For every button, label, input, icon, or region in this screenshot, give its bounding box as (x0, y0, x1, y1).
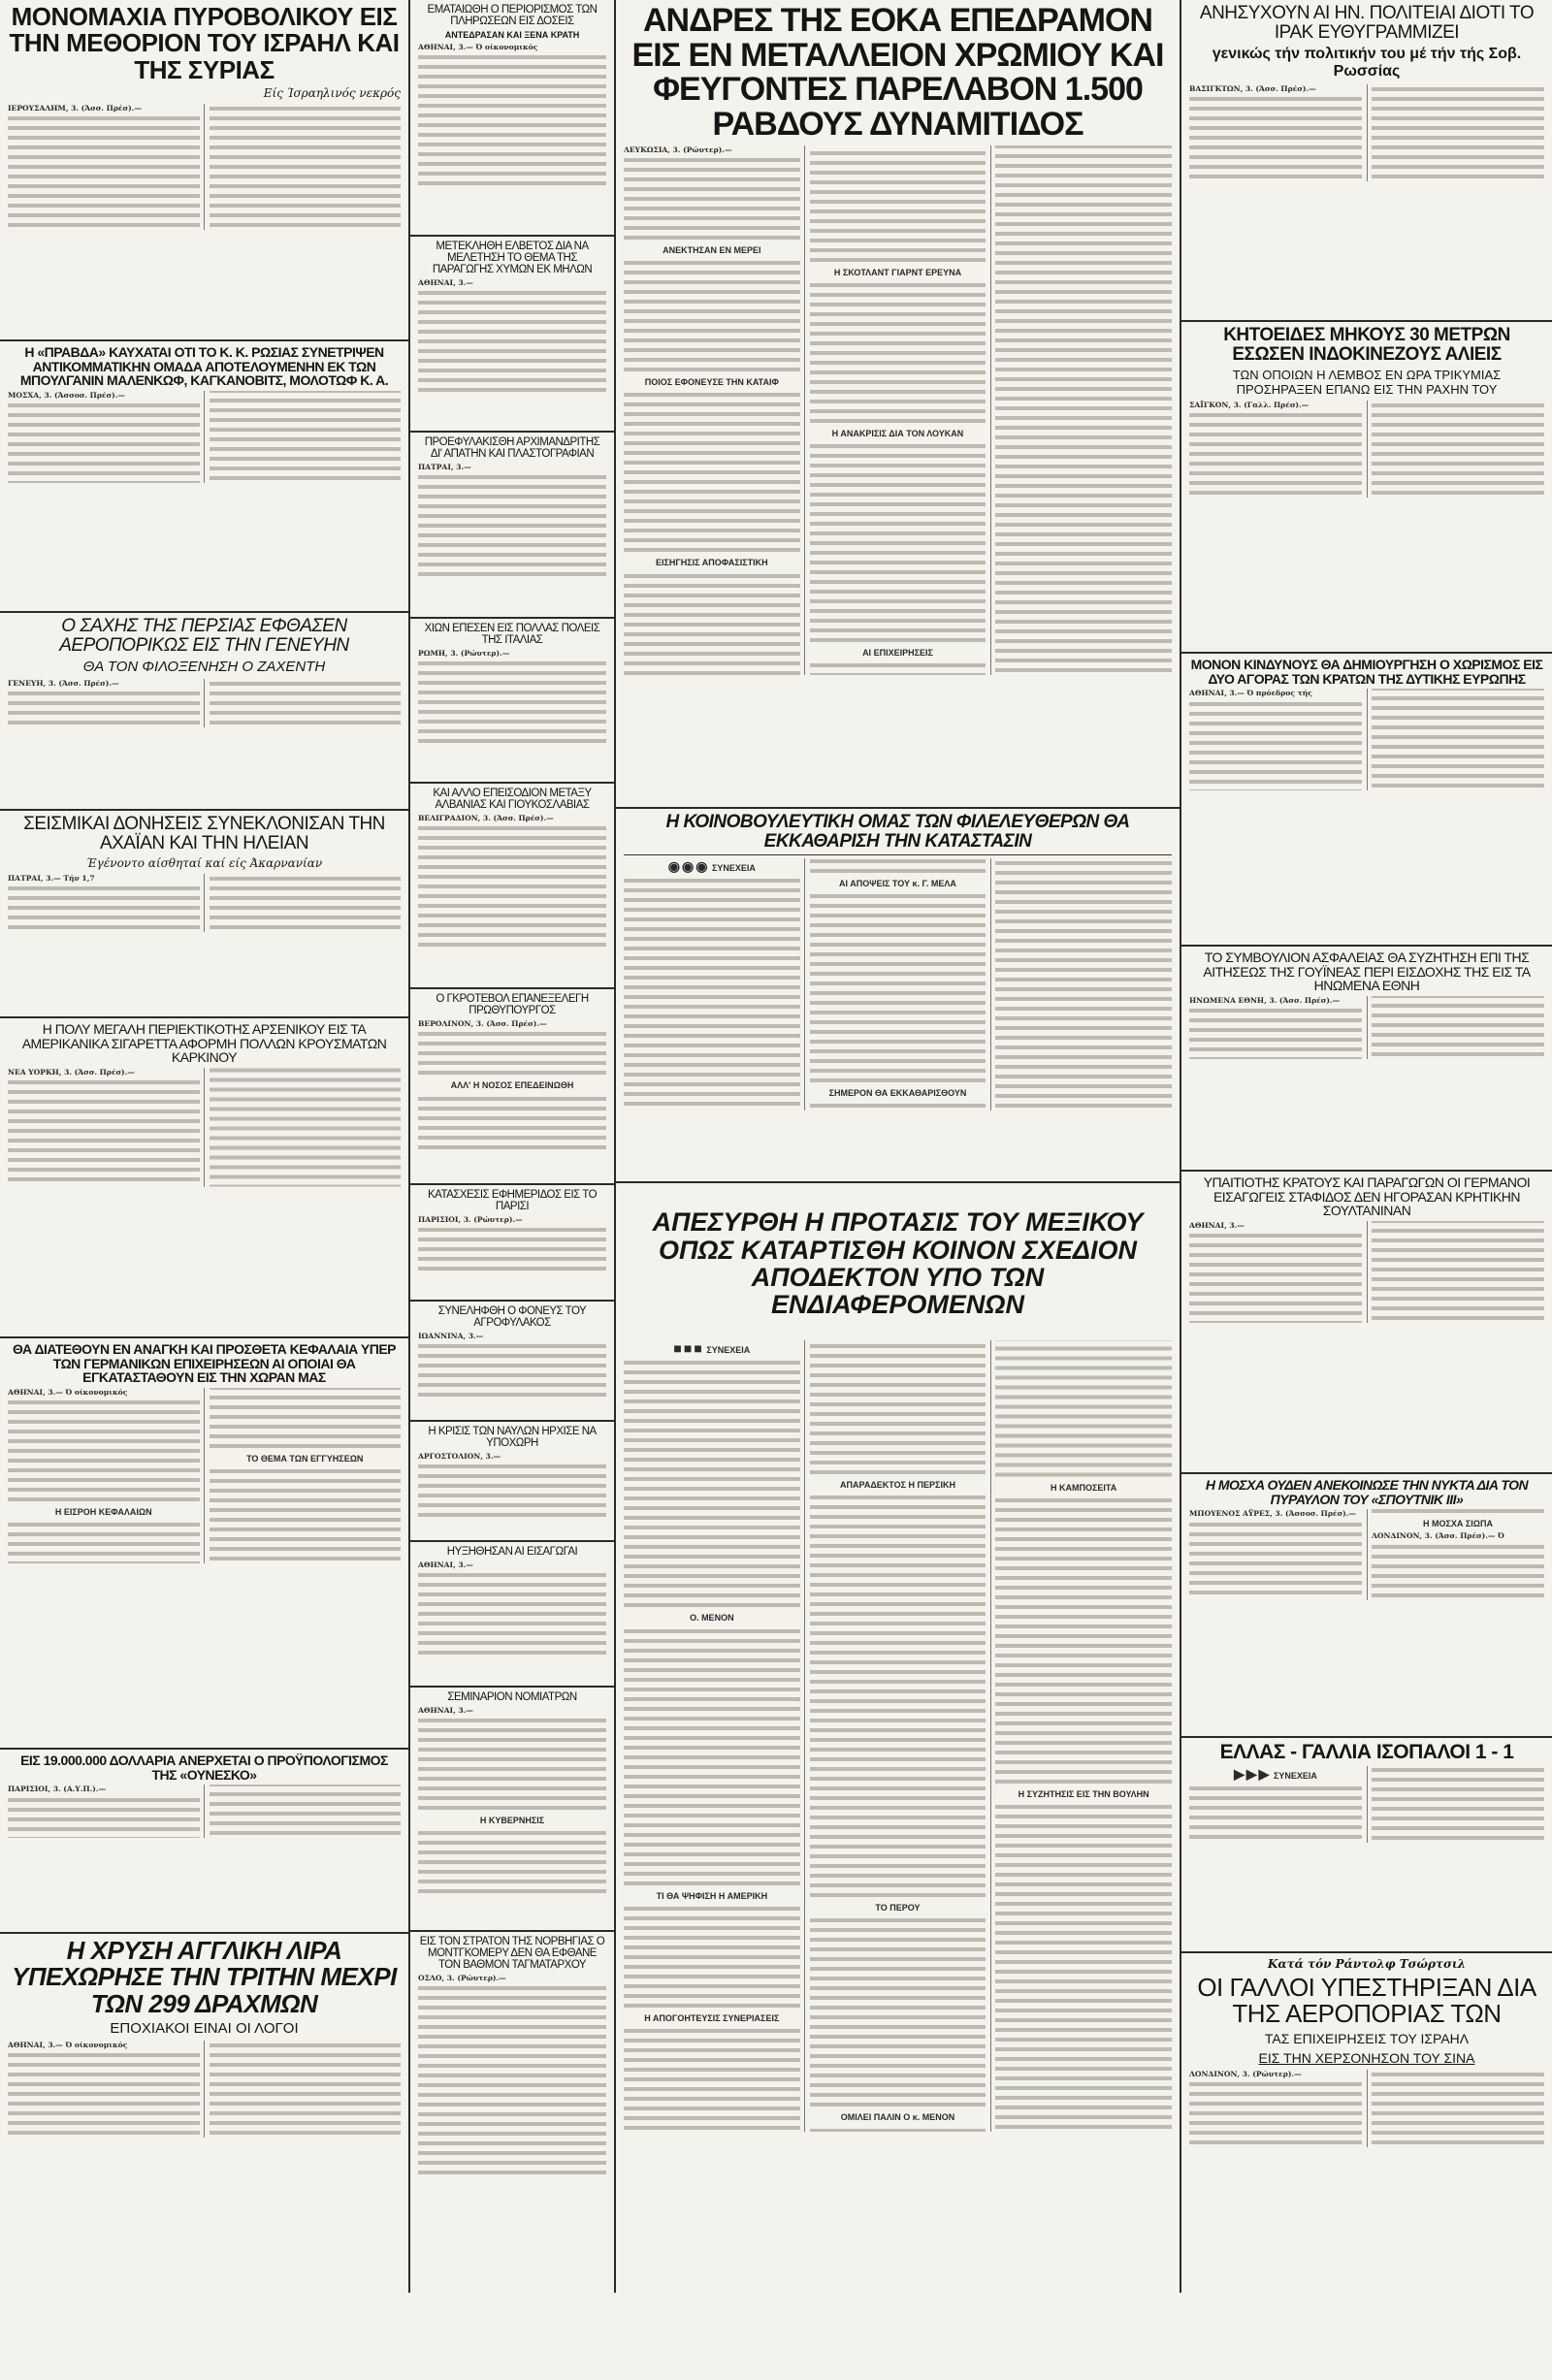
article-german-capital (0, 1338, 408, 1750)
body-text (418, 1716, 606, 1813)
article-football (1181, 1738, 1552, 1953)
article-body (1189, 1221, 1544, 1323)
headline: ΧΙΩΝ ΕΠΕΣΕΝ ΕΙΣ ΠΟΛΛΑΣ ΠΟΛΕΙΣ ΤΗΣ ΙΤΑΛΙΑΣ (424, 623, 600, 647)
headline: Η ΚΡΙΣΙΣ ΤΩΝ ΝΑΥΛΩΝ ΗΡΧΙΣΕ ΝΑ ΥΠΟΧΩΡΗ (428, 1426, 597, 1450)
subheading: ΑΙ ΑΠΟΨΕΙΣ ΤΟΥ κ. Γ. ΜΕΛΑ (839, 878, 956, 888)
body-text (1189, 1221, 1544, 1323)
dateline: ΜΟΣΧΑ, 3. (Άσσοσ. Πρέσ).— (8, 391, 125, 401)
body-text (1189, 401, 1544, 498)
article-body (418, 1019, 606, 1151)
subheading: Η ΣΚΟΤΛΑΝΤ ΓΙΑΡΝΤ ΕΡΕΥΝΑ (833, 267, 962, 277)
dateline: ΠΑΤΡΑΙ, 3.— Τήν 1,7 (8, 873, 95, 883)
article-shah-geneva (0, 613, 408, 811)
body-text (995, 1802, 1172, 2132)
dateline: ΑΘΗΝΑΙ, 3.— (418, 278, 473, 288)
headline: Ο ΓΚΡΟΤΕΒΟΛ ΕΠΑΝΕΞΕΛΕΓΗ ΠΡΩΘΥΠΟΥΡΓΟΣ (436, 993, 589, 1017)
body-text (418, 1094, 606, 1152)
subheading: ΠΟΙΟΣ ΕΦΟΝΕΥΣΕ ΤΗΝ ΚΑΤΑΙΦ (644, 377, 779, 388)
article-body (1189, 84, 1544, 181)
body-text (8, 2041, 401, 2138)
subheading: Η ΑΝΑΚΡΙΣΙΣ ΔΙΑ ΤΟΝ ΛΟΥΚΑΝ (831, 428, 964, 438)
body-text (810, 280, 986, 426)
headline: ΣΕΜΙΝΑΡΙΟΝ ΝΟΜΙΑΤΡΩΝ (447, 1691, 577, 1703)
article-body (8, 2041, 401, 2138)
headline: ΕΛΛΑΣ - ΓΑΛΛΙΑ ΙΣΟΠΑΛΟΙ 1 - 1 (1219, 1741, 1514, 1763)
subheading: ΑΛΛ' Η ΝΟΣΟΣ ΕΠΕΔΕΙΝΩΘΗ (450, 1080, 574, 1091)
body-text (810, 891, 986, 1085)
article-two-markets (1181, 654, 1552, 947)
body-text (624, 155, 800, 242)
body-text (810, 1493, 986, 1900)
subheading: Η ΚΥΒΕΡΝΗΣΙΣ (479, 1816, 545, 1826)
headline: Η ΜΟΣΧΑ ΟΥΔΕΝ ΑΝΕΚΟΙΝΩΣΕ ΤΗΝ ΝΥΚΤΑ ΔΙΑ ΤΟΝ ΠΥΡΑΥΛΟΝ ΤΟΥ «ΣΠΟΥΤΝΙΚ ΙΙΙ» (1205, 1477, 1529, 1507)
column-2 (410, 0, 614, 2293)
article-eoka-lead (616, 0, 1180, 809)
dateline: ΒΑΣΙΓΚΤΩΝ, 3. (Άσσ. Πρέσ).— (1189, 83, 1316, 93)
body-text (1372, 1542, 1544, 1600)
subheading: Η ΜΟΣΧΑ ΣΙΩΠΑ (1422, 1519, 1494, 1529)
dateline: ΟΣΛΟ, 3. (Ρώυτερ).— (418, 1974, 506, 1983)
body-text (624, 258, 800, 374)
body-text (418, 1462, 606, 1520)
article-body (624, 1340, 1172, 2132)
subheading: Ο. ΜΕΝΟΝ (690, 1613, 734, 1624)
article-body (8, 1068, 401, 1187)
article-guinea-un (1181, 947, 1552, 1172)
headline: ΣΕΙΣΜΙΚΑΙ ΔΟΝΗΣΕΙΣ ΣΥΝΕΚΛΟΝΙΣΑΝ ΤΗΝ ΑΧΑΪΑΝ ΚΑΙ ΤΗΝ ΗΛΕΙΑΝ (23, 814, 385, 853)
deck: ΕΠΟΧΙΑΚΟΙ ΕΙΝΑΙ ΟΙ ΛΟΓΟΙ (110, 2019, 299, 2037)
headline: ΜΟΝΟΜΑΧΙΑ ΠΥΡΟΒΟΛΙΚΟΥ ΕΙΣ ΤΗΝ ΜΕΘΟΡΙΟΝ ΤΟΥ ΙΣΡΑΗΛ ΚΑΙ ΤΗΣ ΣΥΡΙΑΣ (9, 2, 400, 84)
body-text (624, 1358, 800, 1610)
body-text (418, 1828, 606, 1896)
headline: ΑΠΕΣΥΡΘΗ Η ΠΡΟΤΑΣΙΣ ΤΟΥ ΜΕΞΙΚΟΥ ΟΠΩΣ ΚΑΤΑΡΤΙΣΘΗ ΚΟΙΝΟΝ ΣΧΕΔΙΟΝ ΑΠΟΔΕΚΤΟΝ ΥΠΟ ΤΩΝ ΕΝΔΙΑΦΕΡΟΜΕΝΩΝ (652, 1207, 1144, 1320)
article-body (418, 1706, 606, 1896)
article-albania-yugoslavia (410, 784, 614, 989)
subheading: ΤΙ ΘΑ ΨΗΦΙΣΗ Η ΑΜΕΡΙΚΗ (656, 1890, 768, 1901)
kicker: Έγένοντο αίσθηταί καί είς Άκαρνανίαν (85, 855, 323, 870)
article-gold-sovereign (0, 1934, 408, 2332)
deck: γενικώς τήν πολιτικήν του μέ τήν τής Σοβ. Ρωσσίας (1212, 45, 1522, 80)
article-body (418, 1452, 606, 1520)
subheading: ΤΟ ΠΕΡΟΥ (875, 1903, 921, 1914)
subheading: ΕΙΣΗΓΗΣΙΣ ΑΠΟΦΑΣΙΣΤΙΚΗ (655, 558, 768, 568)
dateline: ΒΕΛΙΓΡΑΔΙΟΝ, 3. (Άσσ. Πρέσ).— (418, 814, 554, 823)
body-text (8, 1398, 200, 1504)
subheading: Η ΑΠΟΓΟΗΤΕΥΣΙΣ ΣΥΝΕΡΙΑΣΕΙΣ (644, 2012, 780, 2023)
dateline: ΑΘΗΝΑΙ, 3.— (418, 1706, 473, 1716)
dateline: ΠΑΡΙΣΙΟΙ, 3. (Α.Υ.Π.).— (8, 1785, 107, 1794)
article-body (8, 104, 401, 230)
continued-text: ΣΥΝΕΧΕΙΑ (711, 862, 756, 873)
article-body (418, 1215, 606, 1273)
subheading: ΑΙ ΕΠΙΧΕΙΡΗΣΕΙΣ (862, 648, 933, 659)
subheading: ΑΝΕΚΤΗΣΑΝ ΕΝ ΜΕΡΕΙ (663, 244, 761, 255)
dateline: ΝΕΑ ΥΟΡΚΗ, 3. (Άσσ. Πρέσ).— (8, 1068, 135, 1077)
deck: ΘΑ ΤΟΝ ΦΙΛΟΞΕΝΗΣΗ Ο ΖΑΧΕΝΤΗ (82, 658, 326, 675)
article-artillery-duel (0, 0, 408, 341)
headline: ΕΜΑΤΑΙΩΘΗ Ο ΠΕΡΙΟΡΙΣΜΟΣ ΤΩΝ ΠΛΗΡΩΣΕΩΝ ΕΙΣ ΔΟΣΕΙΣ (427, 4, 598, 28)
body-text (210, 1466, 402, 1563)
body-text (995, 1496, 1172, 1786)
column-4 (1181, 0, 1552, 2293)
body-text (1189, 84, 1544, 181)
dateline: ΠΑΡΙΣΙΟΙ, 3. (Ρώυτερ).— (418, 1215, 523, 1225)
headline: Η ΠΟΛΥ ΜΕΓΑΛΗ ΠΕΡΙΕΚΤΙΚΟΤΗΣ ΑΡΣΕΝΙΚΟΥ ΕΙΣ ΤΑ ΑΜΕΡΙΚΑΝΙΚΑ ΣΙΓΑΡΕΤΤΑ ΑΦΟΡΜΗ ΠΟΛΛΩΝ ΚΡΟΥΣΜΑΤΩΝ ΚΑΡΚΙΝΟΥ (21, 1021, 387, 1066)
body-text (418, 823, 606, 949)
dateline: ΛΟΝΔΙΝΟΝ, 3. (Ρώυτερ).— (1189, 2069, 1302, 2078)
body-text (418, 1225, 606, 1273)
headline: ΚΑΤΑΣΧΕΣΙΣ ΕΦΗΜΕΡΙΔΟΣ ΕΙΣ ΤΟ ΠΑΡΙΣΙ (427, 1189, 598, 1213)
article-body (418, 463, 606, 579)
article-archimandrite (410, 433, 614, 619)
article-body (1189, 1766, 1544, 1843)
subheading: ΣΗΜΕΡΟΝ ΘΑ ΕΚΚΑΘΑΡΙΣΘΟΥΝ (828, 1088, 967, 1099)
dateline: ΑΘΗΝΑΙ, 3.— Ό οίκονομικός (8, 1388, 128, 1398)
continued-label (624, 1340, 800, 1357)
article-body (624, 858, 1172, 1110)
article-body (8, 1785, 401, 1838)
deck: ΤΑΣ ΕΠΙΧΕΙΡΗΣΕΙΣ ΤΟΥ ΙΣΡΑΗΛ (1264, 2030, 1470, 2046)
dateline: ΛΟΝΔΙΝΟΝ, 3. (Άσσ. Πρέσ).— Ό (1372, 1531, 1504, 1541)
article-body (418, 43, 606, 188)
dateline: ΡΩΜΗ, 3. (Ρώυτερ).— (418, 649, 510, 659)
body-text (8, 1068, 401, 1187)
article-liberals-banner (616, 809, 1180, 1183)
article-body (418, 649, 606, 746)
headline: ΥΠΑΙΤΙΟΤΗΣ ΚΡΑΤΟΥΣ ΚΑΙ ΠΑΡΑΓΩΓΩΝ ΟΙ ΓΕΡΜΑΝΟΙ ΕΙΣΑΓΩΓΕΙΣ ΣΤΑΦΙΔΟΣ ΔΕΝ ΗΓΟΡΑΣΑΝ ΚΡΗΤΙΚΗΝ ΣΟΥΛΤΑΝΙΝΑΝ (1203, 1174, 1531, 1219)
headline: ΕΙΣ ΤΟΝ ΣΤΡΑΤΟΝ ΤΗΣ ΝΟΡΒΗΓΙΑΣ Ο ΜΟΝΤΓΚΟΜΕΡΥ ΔΕΝ ΘΑ ΕΦΘΑΝΕ ΤΟΝ ΒΑΘΜΟΝ ΤΑΓΜΑΤΑΡΧΟΥ (419, 1936, 605, 1972)
deck: ΑΝΤΕΔΡΑΣΑΝ ΚΑΙ ΞΕΝΑ ΚΡΑΤΗ (444, 30, 580, 41)
body-text (418, 52, 606, 188)
article-whale (1181, 322, 1552, 654)
dateline: ΜΠΟΥΕΝΟΣ ΑΫΡΕΣ, 3. (Άσσοσ. Πρέσ).— (1189, 1509, 1356, 1519)
continued-label (624, 857, 800, 874)
dateline: ΓΕΝΕΥΗ, 3. (Άσσ. Πρέσ).— (8, 678, 119, 688)
article-body (8, 1388, 401, 1563)
headline: ΑΝΗΣΥΧΟΥΝ ΑΙ ΗΝ. ΠΟΛΙΤΕΙΑΙ ΔΙΟΤΙ ΤΟ ΙΡΑΚ ΕΥΘΥΓΡΑΜΜΙΖΕΙ (1199, 3, 1535, 43)
body-text (1189, 2070, 1544, 2147)
ornament-icon: ■■■ (673, 1340, 704, 1357)
article-body (418, 278, 606, 395)
article-body (418, 814, 606, 949)
article-body (418, 1332, 606, 1399)
ornament-icon: ◉◉◉ (667, 857, 710, 874)
subheading: ΟΜΙΛΕΙ ΠΑΛΙΝ Ο κ. ΜΕΝΟΝ (840, 2112, 955, 2123)
article-earthquake (0, 811, 408, 1018)
dateline: ΑΘΗΝΑΙ, 3.— (1189, 1221, 1245, 1231)
body-text (418, 472, 606, 579)
dateline: ΒΕΡΟΛΙΝΟΝ, 3. (Άσσ. Πρέσ).— (418, 1019, 547, 1029)
headline: ΘΑ ΔΙΑΤΕΘΟΥΝ ΕΝ ΑΝΑΓΚΗ ΚΑΙ ΠΡΟΣΘΕΤΑ ΚΕΦΑΛΑΙΑ ΥΠΕΡ ΤΩΝ ΓΕΡΜΑΝΙΚΩΝ ΕΠΙΧΕΙΡΗΣΕΩΝ ΑΙ ΟΠΟΙΑΙ ΘΑ ΕΓΚΑΤΑΣΤΑΘΟΥΝ ΕΙΣ ΤΗΝ ΧΩΡΑΝ ΜΑΣ (12, 1341, 397, 1386)
headline: ΜΕΤΕΚΛΗΘΗ ΕΛΒΕΤΟΣ ΔΙΑ ΝΑ ΜΕΛΕΤΗΣΗ ΤΟ ΘΕΜΑ ΤΗΣ ΠΑΡΑΓΩΓΗΣ ΧΥΜΩΝ ΕΚ ΜΗΛΩΝ (432, 241, 593, 276)
subheading: ΤΟ ΘΕΜΑ ΤΩΝ ΕΓΓΥΗΣΕΩΝ (246, 1454, 364, 1464)
article-grotewohl (410, 989, 614, 1185)
byline: Κατά τόν Ράντολφ Τσώρτσιλ (1267, 1957, 1467, 1971)
headline: Η «ΠΡΑΒΔΑ» ΚΑΥΧΑΤΑΙ ΟΤΙ ΤΟ Κ. Κ. ΡΩΣΙΑΣ ΣΥΝΕΤΡΙΨΕΝ ΑΝΤΙΚΟΜΜΑΤΙΚΗΝ ΟΜΑΔΑ ΑΠΟΤΕΛΟΥΜΕΝΗΝ ΕΚ ΤΩΝ ΜΠΟΥΛΓΑΝΙΝ ΜΑΛΕΝΚΩΦ, ΚΑΓΚΑΝΟΒΙΤΣ, ΜΟΛΟΤΩΦ Κ. Α. (19, 344, 389, 389)
body-text (8, 104, 401, 230)
article-sputnik (1181, 1474, 1552, 1738)
headline: ΟΙ ΓΑΛΛΟΙ ΥΠΕΣΤΗΡΙΞΑΝ ΔΙΑ ΤΗΣ ΑΕΡΟΠΟΡΙΑΣ ΤΩΝ (1197, 1973, 1536, 2029)
article-unesco (0, 1750, 408, 1934)
body-text (624, 1904, 800, 2010)
article-iraq (1181, 0, 1552, 322)
article-freight-crisis (410, 1422, 614, 1542)
dateline: ΗΝΩΜΕΝΑ ΕΘΝΗ, 3. (Άσσ. Πρέσ).— (1189, 996, 1341, 1006)
dateline: ΙΩΑΝΝΙΝΑ, 3.— (418, 1332, 484, 1341)
headline: ΚΗΤΟΕΙΔΕΣ ΜΗΚΟΥΣ 30 ΜΕΤΡΩΝ ΕΣΩΣΕΝ ΙΝΔΟΚΙΝΕΖΟΥΣ ΑΛΙΕΙΣ (1223, 325, 1510, 365)
article-body (8, 391, 401, 483)
body-text (624, 1626, 800, 1888)
article-body (1189, 996, 1544, 1059)
article-body (1189, 401, 1544, 498)
deck: ΕΙΣ ΤΗΝ ΧΕΡΣΟΝΗΣΟΝ ΤΟΥ ΣΙΝΑ (1258, 2049, 1475, 2066)
dateline: ΣΑΪΓΚΟΝ, 3. (Γαλλ. Πρέσ).— (1189, 400, 1310, 409)
headline: Η ΚΟΙΝΟΒΟΥΛΕΥΤΙΚΗ ΟΜΑΣ ΤΩΝ ΦΙΛΕΛΕΥΘΕΡΩΝ ΘΑ ΕΚΚΑΘΑΡΙΣΗ ΤΗΝ ΚΑΤΑΣΤΑΣΙΝ (624, 813, 1172, 855)
column-3 (616, 0, 1180, 2293)
continued-text: ΣΥΝΕΧΕΙΑ (706, 1345, 751, 1356)
dateline: ΑΡΓΟΣΤΟΛΙΟΝ, 3.— (418, 1452, 501, 1462)
body-text (1189, 996, 1544, 1059)
headline: Η ΧΡΥΣΗ ΑΓΓΛΙΚΗ ΛΙΡΑ ΥΠΕΧΩΡΗΣΕ ΤΗΝ ΤΡΙΤΗΝ ΜΕΧΡΙ ΤΩΝ 299 ΔΡΑΧΜΩΝ (12, 1936, 397, 2018)
subheading: Η ΕΙΣΡΟΗ ΚΕΦΑΛΑΙΩΝ (54, 1507, 152, 1518)
subheading: Η ΣΥΖΗΤΗΣΙΣ ΕΙΣ ΤΗΝ ΒΟΥΛΗΝ (1018, 1788, 1149, 1799)
article-body (418, 1560, 606, 1657)
headline: ΗΥΞΗΘΗΣΑΝ ΑΙ ΕΙΣΑΓΩΓΑΙ (446, 1546, 578, 1558)
column-1 (0, 0, 408, 2293)
article-arsenic (0, 1018, 408, 1338)
headline: ΚΑΙ ΑΛΛΟ ΕΠΕΙΣΟΔΙΟΝ ΜΕΤΑΞΥ ΑΛΒΑΝΙΑΣ ΚΑΙ ΓΙΟΥΚΟΣΛΑΒΙΑΣ (433, 788, 592, 812)
body-text (418, 1983, 606, 2177)
body-text (1189, 689, 1544, 790)
deck: ΤΩΝ ΟΠΟΙΩΝ Η ΛΕΜΒΟΣ ΕΝ ΩΡΑ ΤΡΙΚΥΜΙΑΣ ΠΡΟΣΗΡΑΞΕΝ ΕΠΑΝΩ ΕΙΣ ΤΗΝ ΡΑΧΗΝ ΤΟΥ (1232, 367, 1502, 397)
article-body (1189, 689, 1544, 790)
article-murderer-arrested (410, 1302, 614, 1422)
headline: ΤΟ ΣΥΜΒΟΥΛΙΟΝ ΑΣΦΑΛΕΙΑΣ ΘΑ ΣΥΖΗΤΗΣΗ ΕΠΙ ΤΗΣ ΑΙΤΗΣΕΩΣ ΤΗΣ ΓΟΥΪΝΕΑΣ ΠΕΡΙ ΕΙΣΔΟΧΗΣ ΤΗΣ ΕΙΣ ΤΑ ΗΝΩΜΕΝΑ ΕΘΝΗ (1203, 949, 1531, 994)
body-text (418, 1029, 606, 1077)
dateline: ΙΕΡΟΥΣΑΛΗΜ, 3. (Άσσ. Πρέσ).— (8, 103, 142, 113)
body-text (810, 1915, 986, 2109)
subheading: Η ΚΑΜΠΟΣΕΙΤΑ (1051, 1482, 1117, 1493)
dateline: ΠΑΤΡΑΙ, 3.— (418, 463, 471, 472)
article-montgomery (410, 1932, 614, 2233)
body-text (810, 441, 986, 645)
headline: Ο ΣΑΧΗΣ ΤΗΣ ΠΕΡΣΙΑΣ ΕΦΘΑΣΕΝ ΑΕΡΟΠΟΡΙΚΩΣ ΕΙΣ ΤΗΝ ΓΕΝΕΥΗΝ (59, 616, 349, 656)
article-body (1189, 1509, 1544, 1599)
article-pravda (0, 341, 408, 613)
article-body (624, 145, 1172, 675)
headline: ΑΝΔΡΕΣ ΤΗΣ ΕΟΚΑ ΕΠΕΔΡΑΜΟΝ ΕΙΣ ΕΝ ΜΕΤΑΛΛΕΙΟΝ ΧΡΩΜΙΟΥ ΚΑΙ ΦΕΥΓΟΝΤΕΣ ΠΑΡΕΛΑΒΟΝ 1.500 ΡΑΒΔΟΥΣ ΔΥΝΑΜΙΤΙΔΟΣ (631, 2, 1164, 144)
body-text (418, 1341, 606, 1399)
dateline: ΑΘΗΝΑΙ, 3.— Ό οίκονομικός (418, 43, 538, 52)
subheading: ΑΠΑΡΑΔΕΚΤΟΣ Η ΠΕΡΣΙΚΗ (840, 1480, 955, 1491)
article-body (1189, 2070, 1544, 2147)
article-french-aviation (1181, 1953, 1552, 2380)
continued-label (1189, 1766, 1362, 1783)
body-text (418, 1570, 606, 1657)
article-imports (410, 1542, 614, 1688)
headline: ΠΡΟΕΦΥΛΑΚΙΣΘΗ ΑΡΧΙΜΑΝΔΡΙΤΗΣ ΔΙ' ΑΠΑΤΗΝ ΚΑΙ ΠΛΑΣΤΟΓΡΑΦΙΑΝ (424, 436, 600, 461)
article-seminar (410, 1688, 614, 1932)
headline: ΕΙΣ 19.000.000 ΔΟΛΛΑΡΙΑ ΑΝΕΡΧΕΤΑΙ Ο ΠΡΟΫΠΟΛΟΓΙΣΜΟΣ ΤΗΣ «ΟΥΝΕΣΚΟ» (20, 1753, 388, 1783)
body-text (8, 391, 401, 483)
article-body (8, 874, 401, 932)
article-installments (410, 0, 614, 237)
article-mexico-proposal (616, 1183, 1180, 2308)
body-text (418, 659, 606, 746)
article-newspaper-seizure (410, 1185, 614, 1302)
article-body (418, 1974, 606, 2177)
dateline: ΑΘΗΝΑΙ, 3.— Ό οίκονομικός (8, 2040, 128, 2049)
article-raisins (1181, 1172, 1552, 1474)
body-text (624, 390, 800, 555)
headline: ΜΟΝΟΝ ΚΙΝΔΥΝΟΥΣ ΘΑ ΔΗΜΙΟΥΡΓΗΣΗ Ο ΧΩΡΙΣΜΟΣ ΕΙΣ ΔΥΟ ΑΓΟΡΑΣ ΤΩΝ ΚΡΑΤΩΝ ΤΗΣ ΔΥΤΙΚΗΣ ΕΥΡΩΠΗΣ (1190, 657, 1543, 687)
article-snow-italy (410, 619, 614, 784)
kicker: Είς Ίσραηλινός νεκρός (263, 85, 401, 100)
dateline: ΑΘΗΝΑΙ, 3.— (418, 1560, 473, 1570)
dateline: ΑΘΗΝΑΙ, 3.— Ό πρόεδρος τής (1189, 689, 1312, 698)
dateline: ΛΕΥΚΩΣΙΑ, 3. (Ρώυτερ).— (624, 145, 732, 154)
headline: ΣΥΝΕΛΗΦΘΗ Ο ΦΟΝΕΥΣ ΤΟΥ ΑΓΡΟΦΥΛΑΚΟΣ (437, 1305, 587, 1330)
continued-text: ΣΥΝΕΧΕΙΑ (1273, 1771, 1317, 1782)
arrow-ornament-icon: ▶▶▶ (1234, 1766, 1272, 1783)
article-swiss-expert (410, 237, 614, 433)
article-body (8, 679, 401, 727)
body-text (418, 288, 606, 395)
